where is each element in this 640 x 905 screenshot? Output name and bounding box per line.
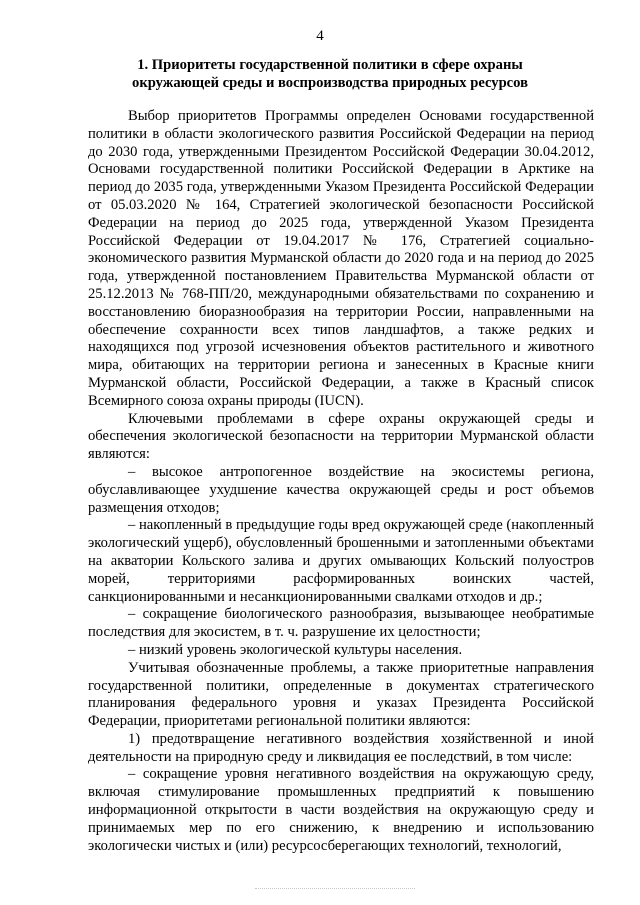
document-body — [88, 108, 594, 855]
paragraph-key-problems-intro: Ключевыми проблемами в сфере охраны окружающей среды и обеспечения экологической безопасности на территории Мурманской области являются: — [88, 410, 594, 463]
list-item-biodiversity-reduction: – сокращение биологического разнообразия, вызывающее необратимые последствия для экосистем, в т. ч. разрушение их целостности; — [88, 606, 594, 641]
list-item-reduce-impact: – сокращение уровня негативного воздействия на окружающую среду, включая стимулирование промышленных предприятий к повышению информационной открытости в части воздействия на окружающую среду и принимаемых мер по его снижению, к внедрению и использованию экологически чистых и (или) ресурсосберегающих технологий, технологий, — [88, 766, 594, 854]
section-heading: 1. Приоритеты государственной политики в сфере охраны окружающей среды и воспроизводства природных ресурсов — [132, 57, 528, 91]
list-item-accumulated-damage: – накопленный в предыдущие годы вред окружающей среде (накопленный экологический ущерб), обусловленный брошенными и затопленными объектами на акватории Кольского залива и других омывающих Кольский полуостров морей, территориями расформированных воинских частей, санкционированными и несанкционированными свалками отходов и др.; — [88, 517, 594, 605]
paragraph-regional-priorities-intro: Учитывая обозначенные проблемы, а также приоритетные направления государственной политики, определенные в документах стратегического планирования федерального уровня и указах Президента Российской Федерации, приоритетами региональной политики являются: — [88, 659, 594, 730]
list-item-anthropogenic-impact: – высокое антропогенное воздействие на экосистемы региона, обуславливающее ухудшение качества окружающей среды и рост объемов размещения отходов; — [88, 463, 594, 516]
page-number: 4 — [316, 28, 324, 44]
list-item-priority-1: 1) предотвращение негативного воздействия хозяйственной и иной деятельности на природную среду и ликвидация ее последствий, в том числе: — [88, 730, 594, 765]
paragraph-priorities-basis: Выбор приоритетов Программы определен Основами государственной политики в области экологического развития Российской Федерации на период до 2030 года, утвержденными Президентом Российской Федерации 30.04.2012, Основами государственной политики Российской Федерации в Арктике на период до 2035 года, утвержденными Указом Президента Российской Федерации от 05.03.2020 № 164, Стратегией экологической безопасности Российской Федерации на период до 2025 года, утвержденной Указом Президента Российской Федерации от 19.04.2017 № 176, Стратегией социально-экономического развития Мурманской области до 2020 года и на период до 2025 года, утвержденной постановлением Правительства Мурманской области от 25.12.2013 № 768-ПП/20, международными обязательствами по сохранению и восстановлению биоразнообразия на территории России, направленными на обеспечение сохранности всех типов ландшафтов, а также редких и находящихся под угрозой исчезновения объектов растительного и животного мира, обитающих на территории региона и занесенных в Красные книги Мурманской области, Российской Федерации, а также в Красный список Всемирного союза охраны природы (IUCN). — [88, 108, 594, 409]
footer-rule — [255, 888, 415, 889]
list-item-ecological-culture: – низкий уровень экологической культуры населения. — [128, 641, 463, 658]
